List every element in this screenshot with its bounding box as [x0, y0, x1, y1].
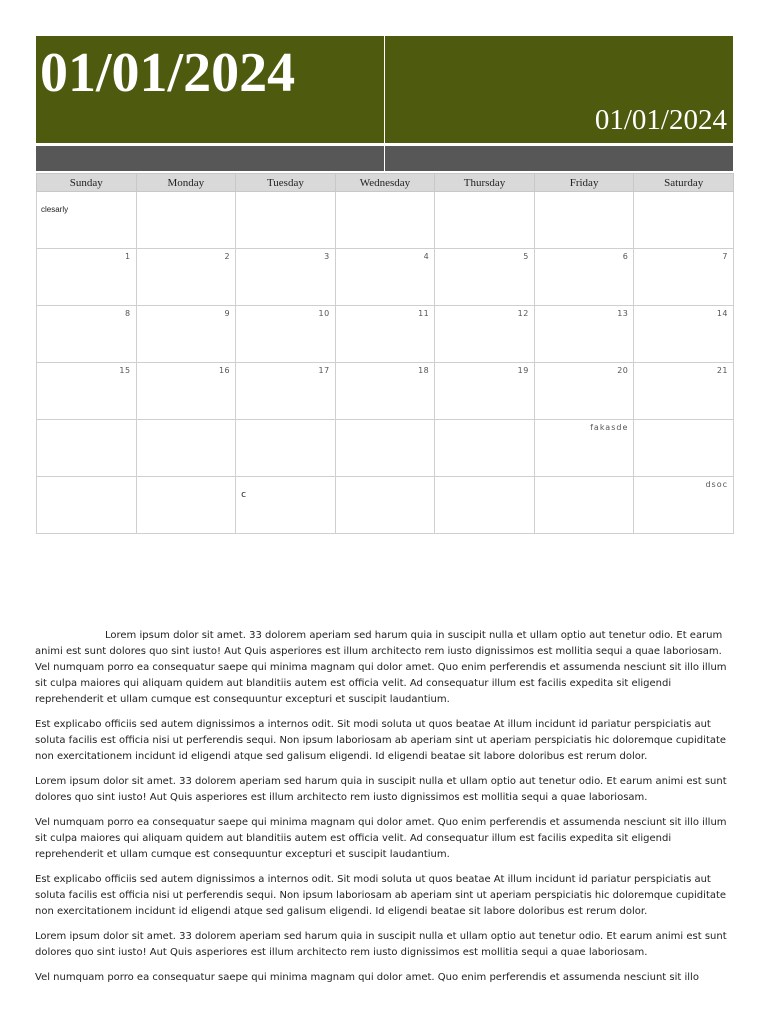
paragraph: Lorem ipsum dolor sit amet. 33 dolorem aperiam sed harum quia in suscipit nulla et ullam optio aut tenetur odio. Et earum animi est sunt dolores quo sint iusto! Aut Quis asperiores est illum architecto rem iusto dignissimos est mollitia sequi a quae laboriosam.: [35, 931, 727, 958]
day-cell[interactable]: [136, 420, 236, 477]
day-cell[interactable]: [534, 192, 634, 249]
paragraph: [35, 628, 733, 660]
header-subbar: [36, 146, 733, 171]
day-cell[interactable]: [634, 306, 734, 363]
day-note: fakasde: [590, 423, 629, 432]
day-cell[interactable]: [37, 306, 137, 363]
weekday-monday: Monday: [136, 174, 236, 192]
day-cell[interactable]: [236, 249, 336, 306]
day-cell[interactable]: [634, 363, 734, 420]
paragraph: Vel numquam porro ea consequatur saepe qui minima magnam qui dolor amet. Quo enim perferendis et assumenda nesciunt sit illo illum sit culpa maiores qui aliquam quidem aut blanditiis autem est officia velit. Ad consequatur illum est facilis expedita sit eligendi reprehenderit et ullam cumque est consequuntur excepturi et suscipit laudantium.: [35, 817, 727, 860]
day-cell[interactable]: [435, 477, 535, 534]
day-cell[interactable]: [634, 192, 734, 249]
day-number: 9: [224, 309, 231, 318]
day-number: 7: [722, 252, 728, 261]
day-cell[interactable]: [435, 249, 535, 306]
day-cell[interactable]: [136, 192, 236, 249]
day-cell[interactable]: [136, 249, 236, 306]
subbar-right: [385, 146, 733, 171]
day-cell[interactable]: [435, 420, 535, 477]
day-number: 11: [418, 309, 430, 318]
day-cell[interactable]: [136, 477, 236, 534]
day-number: 20: [617, 366, 629, 375]
day-cell[interactable]: [435, 306, 535, 363]
day-note: clesarly: [41, 205, 69, 214]
day-cell[interactable]: [634, 420, 734, 477]
day-number: 6: [622, 252, 629, 261]
day-cell[interactable]: [435, 363, 535, 420]
paragraph: Est explicabo officiis sed autem dignissimos a internos odit. Sit modi soluta ut quos beatae At illum incidunt id pariatur perspiciatis aut soluta facilis est officia nisi ut perferendis sequi. Non ipsum laboriosam ab aperiam sint ut aperiam perspiciatis hic doloremque cupiditate non exercitationem incidunt id eligendi atque sed galisum eligendi. Id eligendi beatae sit labore doloribus est rerum dolor.: [35, 719, 727, 762]
day-cell[interactable]: [634, 249, 734, 306]
day-cell[interactable]: [136, 306, 236, 363]
day-number: 21: [716, 366, 728, 375]
day-cell[interactable]: [634, 477, 734, 534]
day-cell[interactable]: [534, 363, 634, 420]
day-cell[interactable]: [236, 363, 336, 420]
day-cell[interactable]: [236, 420, 336, 477]
calendar-grid: [36, 173, 734, 534]
weekday-wednesday: Wednesday: [335, 174, 435, 192]
day-cell[interactable]: [37, 363, 137, 420]
year-label: 01/01/2024: [594, 104, 727, 136]
month-title: 01/01/2024: [40, 42, 296, 104]
day-number: 1: [124, 252, 131, 261]
day-cell[interactable]: [37, 192, 137, 249]
calendar-header: [36, 36, 733, 143]
day-number: 19: [517, 366, 529, 375]
subbar-left: [36, 146, 385, 171]
day-number: 15: [119, 366, 131, 375]
paragraph: Vel numquam porro ea consequatur saepe qui minima magnam qui dolor amet. Quo enim perferendis et assumenda nesciunt sit illo: [35, 972, 699, 983]
weekday-tuesday: Tuesday: [236, 174, 336, 192]
day-cell[interactable]: [236, 306, 336, 363]
day-number: 2: [224, 252, 231, 261]
weekday-header-row: [37, 174, 734, 192]
day-number: 3: [324, 252, 330, 261]
paragraph-text: Lorem ipsum dolor sit amet. 33 dolorem aperiam sed harum quia in suscipit nulla et ullam optio aut tenetur odio. Et earum animi est sunt dolores quo sint iusto! Aut Quis asperiores est illum architecto rem iusto dignissimos est mollitia sequi a quae laboriosam.: [35, 630, 723, 657]
day-note: c: [241, 490, 247, 500]
day-cell[interactable]: [534, 306, 634, 363]
day-cell[interactable]: [37, 420, 137, 477]
day-number: 8: [124, 309, 131, 318]
header-right-panel: [385, 36, 733, 143]
day-number: 10: [318, 309, 330, 318]
paragraph: Vel numquam porro ea consequatur saepe qui minima magnam qui dolor amet. Quo enim perferendis et assumenda nesciunt sit illo illum sit culpa maiores qui aliquam quidem aut blanditiis autem est officia velit. Ad consequatur illum est facilis expedita sit eligendi reprehenderit et ullam cumque est consequuntur excepturi et suscipit laudantium.: [35, 662, 727, 705]
day-cell[interactable]: [136, 363, 236, 420]
day-cell[interactable]: [335, 306, 435, 363]
day-number: 12: [517, 309, 529, 318]
day-note: dsoc: [705, 480, 728, 489]
day-cell[interactable]: [534, 477, 634, 534]
day-number: 5: [523, 252, 529, 261]
week-row: [37, 420, 734, 477]
day-number: 17: [318, 366, 330, 375]
day-cell[interactable]: [236, 477, 336, 534]
paragraph: Est explicabo officiis sed autem dignissimos a internos odit. Sit modi soluta ut quos beatae At illum incidunt id pariatur perspiciatis aut soluta facilis est officia nisi ut perferendis sequi. Non ipsum laboriosam ab aperiam sint ut aperiam perspiciatis hic doloremque cupiditate non exercitationem incidunt id eligendi atque sed galisum eligendi. Id eligendi beatae sit labore doloribus est rerum dolor.: [35, 874, 727, 917]
day-cell[interactable]: [37, 477, 137, 534]
week-row: [37, 363, 734, 420]
day-cell[interactable]: [335, 363, 435, 420]
day-number: 18: [418, 366, 430, 375]
notes-body: [35, 628, 733, 995]
day-cell[interactable]: [236, 192, 336, 249]
week-row: [37, 306, 734, 363]
day-cell[interactable]: [534, 420, 634, 477]
day-cell[interactable]: [335, 249, 435, 306]
day-number: 14: [716, 309, 728, 318]
day-cell[interactable]: [335, 420, 435, 477]
header-left-panel: [36, 36, 385, 143]
day-cell[interactable]: [534, 249, 634, 306]
day-cell[interactable]: [335, 192, 435, 249]
day-cell[interactable]: [335, 477, 435, 534]
weekday-sunday: Sunday: [37, 174, 137, 192]
week-row: [37, 477, 734, 534]
week-row: [37, 249, 734, 306]
day-number: 4: [423, 252, 430, 261]
day-number: 16: [218, 366, 231, 375]
weekday-friday: Friday: [534, 174, 634, 192]
day-number: 13: [617, 309, 629, 318]
weekday-saturday: Saturday: [634, 174, 734, 192]
weekday-thursday: Thursday: [435, 174, 535, 192]
paragraph: Lorem ipsum dolor sit amet. 33 dolorem aperiam sed harum quia in suscipit nulla et ullam optio aut tenetur odio. Et earum animi est sunt dolores quo sint iusto! Aut Quis asperiores est illum architecto rem iusto dignissimos est mollitia sequi a quae laboriosam.: [35, 776, 727, 803]
day-cell[interactable]: [37, 249, 137, 306]
week-row: [37, 192, 734, 249]
day-cell[interactable]: [435, 192, 535, 249]
